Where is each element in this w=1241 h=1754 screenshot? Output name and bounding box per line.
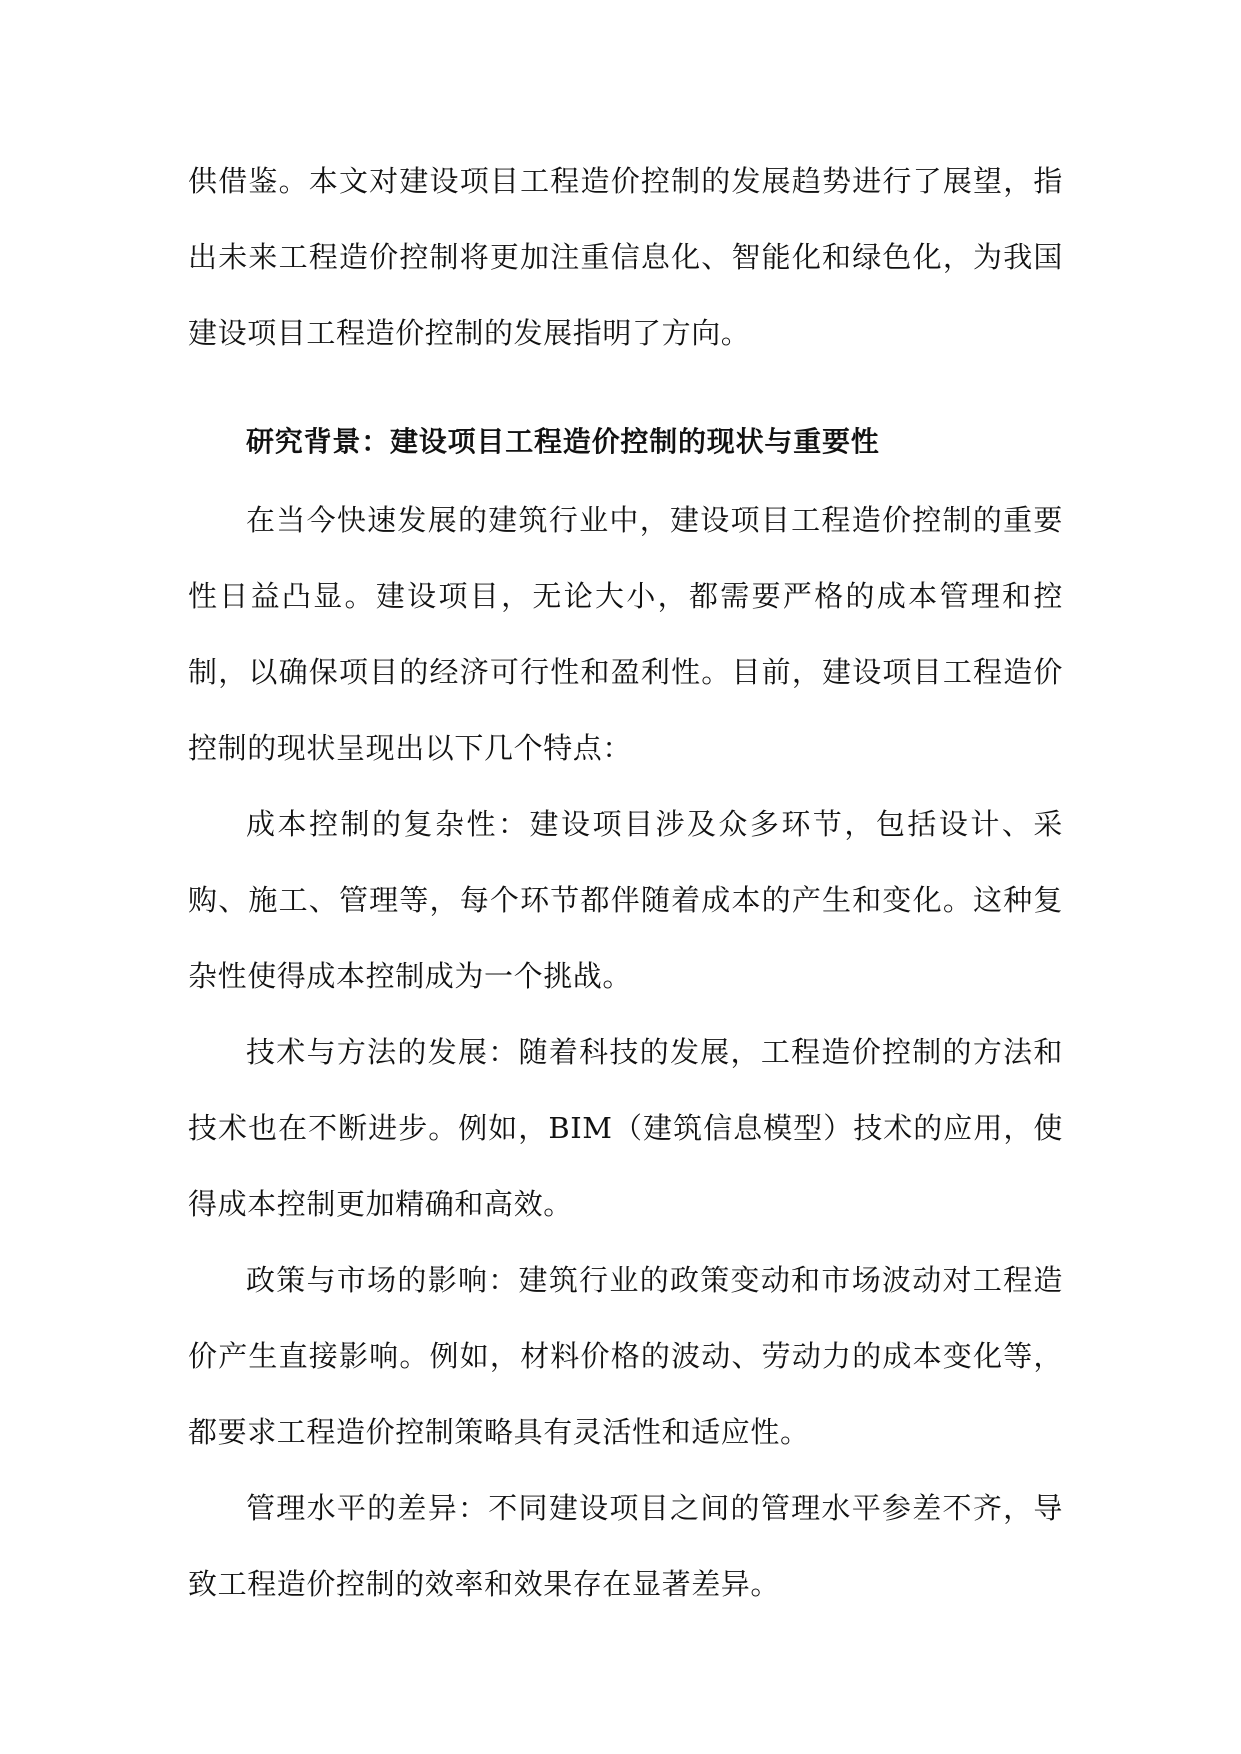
paragraph-management-level: 管理水平的差异：不同建设项目之间的管理水平参差不齐，导致工程造价控制的效率和效果存在显著差异。 [188, 1491, 1063, 1601]
document-body [188, 143, 1063, 1622]
paragraph-cost-complexity: 成本控制的复杂性：建设项目涉及众多环节，包括设计、采购、施工、管理等，每个环节都伴随着成本的产生和变化。这种复杂性使得成本控制成为一个挑战。 [188, 807, 1063, 993]
paragraph-status-overview: 在当今快速发展的建筑行业中，建设项目工程造价控制的重要性日益凸显。建设项目，无论大小，都需要严格的成本管理和控制，以确保项目的经济可行性和盈利性。目前，建设项目工程造价控制的现状呈现出以下几个特点： [188, 503, 1063, 765]
paragraph-policy-market: 政策与市场的影响：建筑行业的政策变动和市场波动对工程造价产生直接影响。例如，材料价格的波动、劳动力的成本变化等，都要求工程造价控制策略具有灵活性和适应性。 [188, 1263, 1063, 1449]
intro-paragraph: 供借鉴。本文对建设项目工程造价控制的发展趋势进行了展望，指出未来工程造价控制将更加注重信息化、智能化和绿色化，为我国建设项目工程造价控制的发展指明了方向。 [188, 164, 1063, 350]
paragraph-tech-methods: 技术与方法的发展：随着科技的发展，工程造价控制的方法和技术也在不断进步。例如，BIM（建筑信息模型）技术的应用，使得成本控制更加精确和高效。 [188, 1035, 1063, 1221]
section-heading: 研究背景：建设项目工程造价控制的现状与重要性 [246, 425, 880, 458]
